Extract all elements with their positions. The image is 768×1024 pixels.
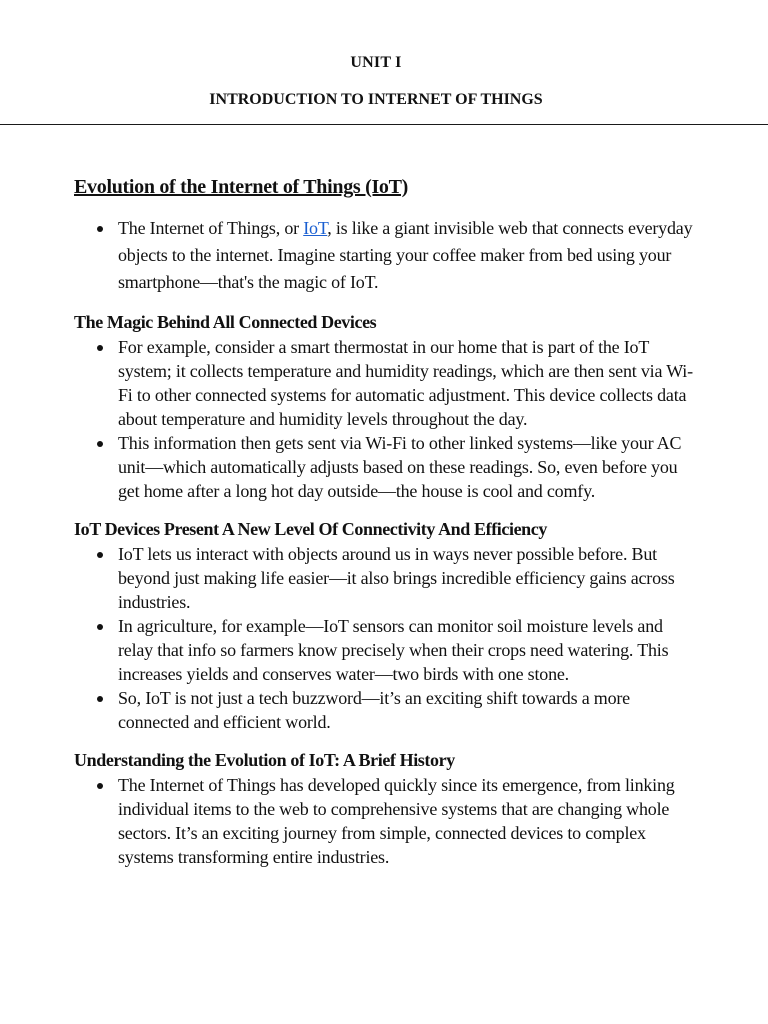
unit-label: UNIT I [350,54,402,71]
list-item: For example, consider a smart thermostat in our home that is part of the IoT system; it collects temperature and humidity readings, which are then sent via Wi-Fi to other connected systems for automatic adjustment. This device collects data about temperature and humidity levels throughout the day. [118,337,693,429]
iot-link[interactable]: IoT [303,218,328,238]
section-heading-connectivity: IoT Devices Present A New Level Of Connectivity And Efficiency [74,519,547,539]
document-title: Evolution of the Internet of Things (IoT) [74,176,409,198]
section-list-magic [74,335,694,503]
list-item: The Internet of Things has developed quickly since its emergence, from linking individual items to the web to comprehensive systems that are changing whole sectors. It’s an exciting journey from simple, connected devices to complex systems transforming entire industries. [118,773,694,869]
intro-text-end: , is like a giant invisible web that connects everyday objects to the internet. Imagine starting your coffee maker from bed using your smartphone—that's the magic of IoT. [118,218,693,292]
section-heading-magic: The Magic Behind All Connected Devices [74,312,377,332]
intro-text-start: The Internet of Things, or [118,218,304,238]
intro-list [74,215,694,296]
document-body [74,173,694,882]
section-heading-history: Understanding the Evolution of IoT: A Brief History [74,750,455,770]
section-list-history [74,773,694,869]
list-item: So, IoT is not just a tech buzzword—it’s an exciting shift towards a more connected and efficient world. [118,686,694,734]
page-header [0,0,768,125]
list-item: This information then gets sent via Wi-Fi to other linked systems—like your AC unit—which automatically adjusts based on these readings. So, even before you get home after a long hot day outside—the house is cool and comfy. [118,431,694,503]
list-item: In agriculture, for example—IoT sensors can monitor soil moisture levels and relay that info so farmers know precisely when their crops need watering. This increases yields and conserves water—two birds with one stone. [118,614,694,686]
section-list-connectivity [74,542,694,734]
list-item [118,215,694,296]
unit-title: INTRODUCTION TO INTERNET OF THINGS [209,91,543,108]
list-item: IoT lets us interact with objects around us in ways never possible before. But beyond just making life easier—it also brings incredible efficiency gains across industries. [118,542,694,614]
